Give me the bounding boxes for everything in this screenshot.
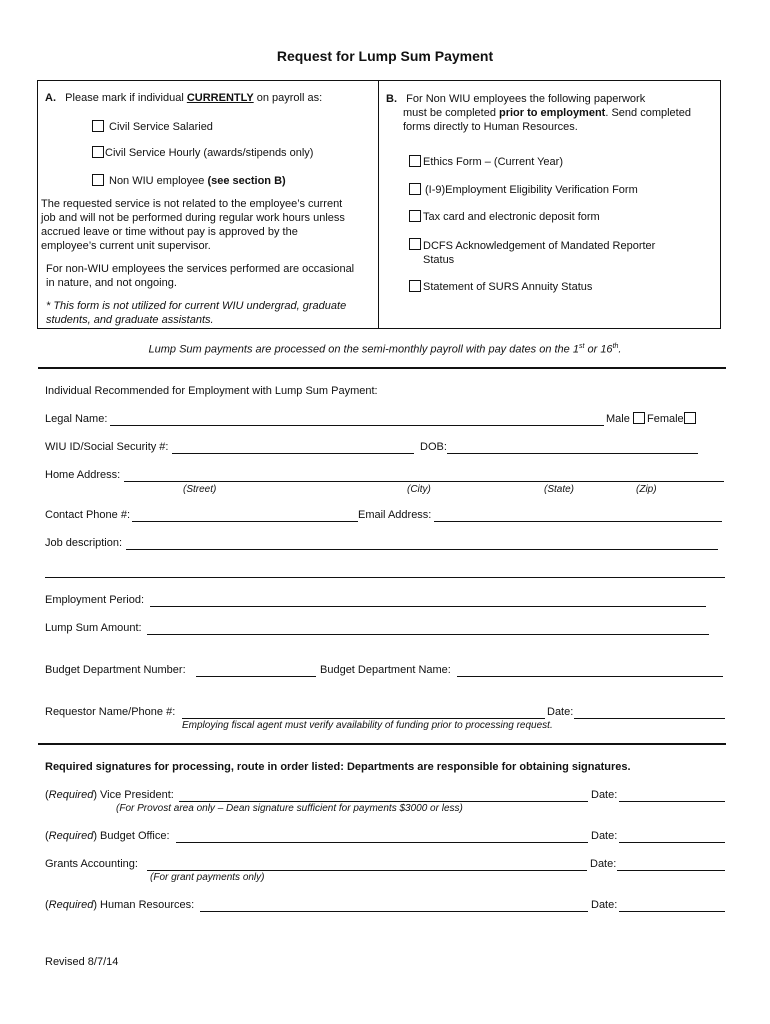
home-address-label: Home Address: bbox=[45, 469, 121, 481]
contact-phone-field[interactable] bbox=[132, 521, 358, 522]
contact-phone-label: Contact Phone #: bbox=[45, 509, 131, 521]
civil-service-salaried-checkbox[interactable] bbox=[92, 120, 104, 132]
vp-label: (Required) Vice President: bbox=[45, 789, 174, 801]
signatures-heading: Required signatures for processing, route in order listed: Departments are responsible for obtaining signatures. bbox=[45, 761, 631, 773]
home-address-field[interactable] bbox=[124, 481, 724, 482]
dob-label: DOB: bbox=[420, 441, 447, 453]
budget-office-date-field[interactable] bbox=[619, 842, 725, 843]
page-title: Request for Lump Sum Payment bbox=[276, 48, 494, 64]
grants-date-label: Date: bbox=[590, 858, 617, 870]
state-caption: (State) bbox=[544, 484, 575, 495]
budget-dept-number-label: Budget Department Number: bbox=[45, 664, 186, 676]
i9-form-label: (I-9)Employment Eligibility Verification Form bbox=[425, 184, 638, 196]
employment-period-field[interactable] bbox=[150, 606, 706, 607]
job-description-label: Job description: bbox=[45, 537, 123, 549]
requestor-date-label: Date: bbox=[547, 706, 574, 718]
dob-field[interactable] bbox=[447, 453, 698, 454]
job-description-field[interactable] bbox=[126, 549, 718, 550]
budget-dept-number-field[interactable] bbox=[196, 676, 316, 677]
grants-note: (For grant payments only) bbox=[150, 872, 265, 883]
vp-note: (For Provost area only – Dean signature sufficient for payments $3000 or less) bbox=[116, 803, 463, 814]
requestor-field[interactable] bbox=[182, 718, 545, 719]
box-divider bbox=[378, 80, 379, 329]
hr-signature-field[interactable] bbox=[200, 911, 588, 912]
legal-name-label: Legal Name: bbox=[45, 413, 108, 425]
legal-name-field[interactable] bbox=[110, 425, 604, 426]
pay-date-note: Lump Sum payments are processed on the semi-monthly payroll with pay dates on the 1st or 16th. bbox=[148, 343, 622, 356]
individual-heading: Individual Recommended for Employment with Lump Sum Payment: bbox=[45, 385, 378, 397]
surs-checkbox[interactable] bbox=[409, 280, 421, 292]
i9-form-checkbox[interactable] bbox=[409, 183, 421, 195]
budget-office-date-label: Date: bbox=[591, 830, 618, 842]
ethics-form-label: Ethics Form – (Current Year) bbox=[423, 156, 563, 168]
hr-date-label: Date: bbox=[591, 899, 618, 911]
city-caption: (City) bbox=[407, 484, 431, 495]
requestor-date-field[interactable] bbox=[574, 718, 725, 719]
revision-date: Revised 8/7/14 bbox=[45, 956, 119, 968]
female-label: Female bbox=[647, 413, 684, 425]
budget-dept-name-label: Budget Department Name: bbox=[320, 664, 451, 676]
fiscal-agent-note: Employing fiscal agent must verify availability of funding prior to processing request. bbox=[182, 720, 553, 731]
female-checkbox[interactable] bbox=[684, 412, 696, 424]
wiu-id-field[interactable] bbox=[172, 453, 414, 454]
tax-card-checkbox[interactable] bbox=[409, 210, 421, 222]
dcfs-checkbox[interactable] bbox=[409, 238, 421, 250]
grants-date-field[interactable] bbox=[617, 870, 725, 871]
job-description-field-2[interactable] bbox=[45, 577, 725, 578]
vp-signature-field[interactable] bbox=[179, 801, 588, 802]
requestor-label: Requestor Name/Phone #: bbox=[45, 706, 176, 718]
wiu-id-label: WIU ID/Social Security #: bbox=[45, 441, 169, 453]
male-label: Male bbox=[606, 413, 630, 425]
hr-label: (Required) Human Resources: bbox=[45, 899, 195, 911]
surs-label: Statement of SURS Annuity Status bbox=[423, 281, 593, 293]
lump-sum-amount-field[interactable] bbox=[147, 634, 709, 635]
section-b-heading: B. For Non WIU employees the following paperwork must be completed prior to employment. Send completed forms directly to Human Resources. bbox=[386, 93, 691, 133]
exclusion-note: * This form is not utilized for current WIU undergrad, graduate students, and graduate assistants. bbox=[46, 300, 347, 326]
divider-2 bbox=[38, 743, 726, 745]
hr-date-field[interactable] bbox=[619, 911, 725, 912]
male-checkbox[interactable] bbox=[633, 412, 645, 424]
budget-office-label: (Required) Budget Office: bbox=[45, 830, 170, 842]
budget-dept-name-field[interactable] bbox=[457, 676, 723, 677]
non-wiu-employee-checkbox[interactable] bbox=[92, 174, 104, 186]
dcfs-label: DCFS Acknowledgement of Mandated Reporter Status bbox=[423, 240, 656, 266]
civil-service-hourly-checkbox[interactable] bbox=[92, 146, 104, 158]
ethics-form-checkbox[interactable] bbox=[409, 155, 421, 167]
email-label: Email Address: bbox=[358, 509, 432, 521]
service-note: The requested service is not related to the employee’s current job and will not be performed during regular work hours unless accrued leave or time without pay is approved by the employee’s current unit supervisor. bbox=[41, 198, 345, 252]
vp-date-field[interactable] bbox=[619, 801, 725, 802]
civil-service-salaried-label: Civil Service Salaried bbox=[109, 121, 213, 133]
employment-period-label: Employment Period: bbox=[45, 594, 145, 606]
email-field[interactable] bbox=[434, 521, 722, 522]
tax-card-label: Tax card and electronic deposit form bbox=[423, 211, 600, 223]
grants-signature-field[interactable] bbox=[147, 870, 587, 871]
section-a-heading: A. Please mark if individual CURRENTLY on payroll as: bbox=[45, 92, 323, 104]
non-wiu-note: For non-WIU employees the services performed are occasional in nature, and not ongoing. bbox=[46, 263, 355, 289]
grants-label: Grants Accounting: bbox=[45, 858, 138, 870]
non-wiu-employee-label: Non WIU employee (see section B) bbox=[109, 175, 286, 187]
budget-office-signature-field[interactable] bbox=[176, 842, 588, 843]
vp-date-label: Date: bbox=[591, 789, 618, 801]
civil-service-hourly-label: Civil Service Hourly (awards/stipends only) bbox=[105, 147, 314, 159]
zip-caption: (Zip) bbox=[636, 484, 657, 495]
lump-sum-amount-label: Lump Sum Amount: bbox=[45, 622, 142, 634]
divider-1 bbox=[38, 367, 726, 369]
street-caption: (Street) bbox=[183, 484, 217, 495]
